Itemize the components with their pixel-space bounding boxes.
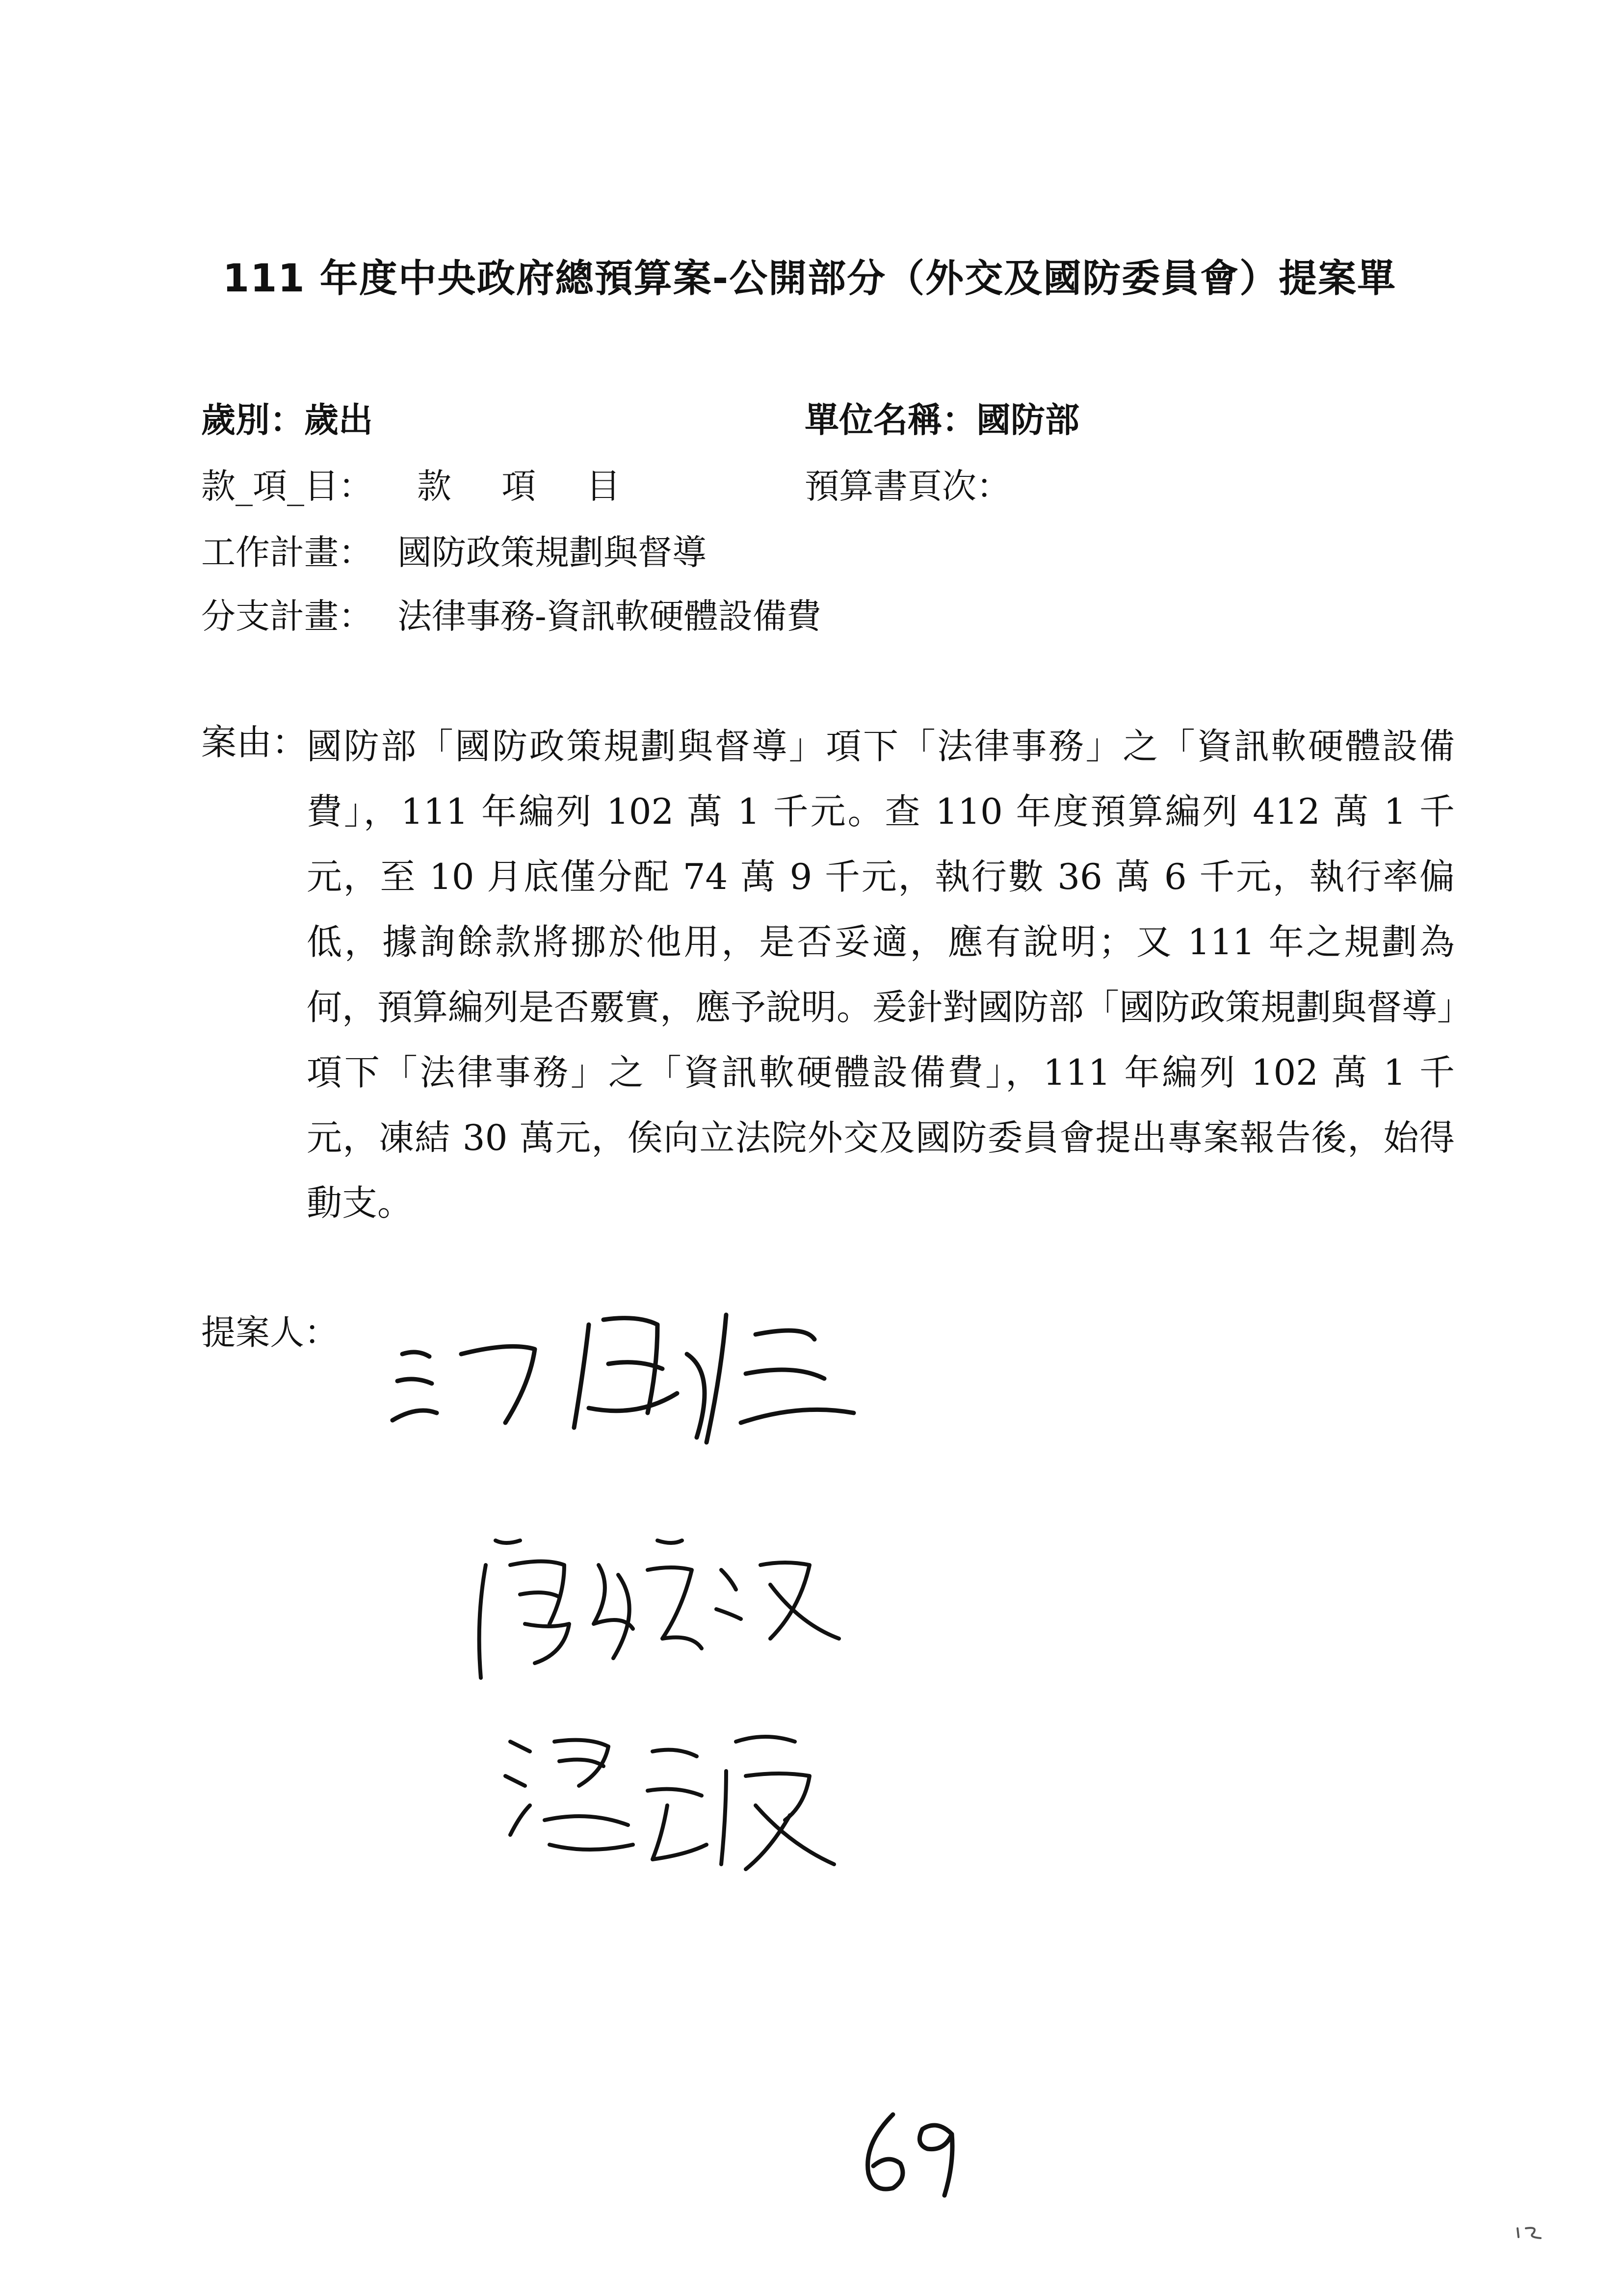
item-label: 款_項_目： (201, 466, 373, 506)
unit-field: 單位名稱：國防部 (805, 400, 1079, 440)
reason-text: 國防部「國防政策規劃與督導」項下「法律事務」之「資訊軟硬體設備費」，111 年編列 102 萬 1 千元。查 110 年度預算編列 412 萬 1 千元，至 10 月底僅分配 74 萬 9 千元，執行數 36 萬 6 千元，執行率偏低，據詢餘款將挪於他用，是否妥適，應有說明；又 111 年之規劃為何，預算編列是否覈實，應予說明。爰針對國防部「國防政策規劃與督導」項下「法律事務」之「資訊軟硬體設備費」，111 年編列 102 萬 1 千元，凍結 30 萬元，俟向立法院外交及國防委員會提出專案報告後，始得動支。 (307, 726, 1455, 1224)
signature-2 (466, 1511, 849, 1688)
sub-plan-label: 分支計畫： (201, 596, 373, 636)
reason-label: 案由： (201, 722, 308, 763)
document-title: 111 年度中央政府總預算案-公開部分（外交及國防委員會）提案單 (222, 257, 1397, 301)
item-value: 款 項 目 (417, 466, 640, 506)
signature-3 (491, 1707, 844, 1884)
work-plan-value: 國防政策規劃與督導 (397, 532, 707, 573)
category-field: 歲別：歲出 (201, 400, 373, 440)
proposer-label: 提案人： (201, 1312, 339, 1353)
budget-page-field: 預算書頁次： (805, 466, 1011, 506)
corner-mark (1514, 2222, 1548, 2242)
signature-1 (383, 1295, 864, 1457)
page-number (854, 2105, 967, 2198)
sub-plan-value: 法律事務-資訊軟硬體設備費 (397, 596, 821, 636)
work-plan-label: 工作計畫： (201, 532, 373, 573)
